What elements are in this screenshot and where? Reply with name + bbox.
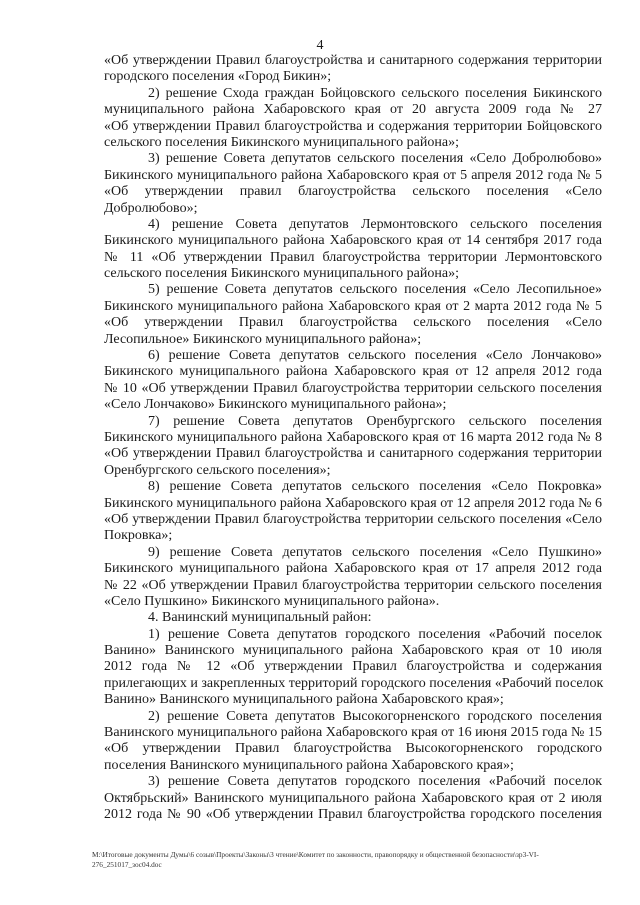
text-line: Бикинского муниципального района Хабаровского края от 2 марта 2012 года № 5 [104, 298, 602, 314]
text-line: 4) решение Совета депутатов Лермонтовского сельского поселения [148, 216, 602, 232]
text-line: «Село Пушкино» Бикинского муниципального района». [104, 593, 440, 609]
footer-path-line: 276_251017_зос04.doc [92, 859, 162, 869]
text-line: № 22 «Об утверждении Правил благоустройства территории сельского поселения [104, 577, 602, 593]
text-line: Оренбургского сельского поселения»; [104, 462, 331, 478]
text-line: «Об утверждении правил благоустройства сельского поселения «Село [104, 184, 602, 200]
section-heading: 4. Ванинский муниципальный район: [148, 610, 372, 626]
file-path-footer [92, 850, 602, 869]
text-line: Ванино» Ванинского муниципального района Хабаровского края от 10 июля [104, 643, 602, 659]
text-line: «Об утверждении Правил благоустройства и санитарного содержания территории [104, 446, 602, 462]
text-line: «Об утверждении Правил благоустройства и содержания территории Бойцовского [104, 118, 602, 134]
text-line: 8) решение Совета депутатов сельского поселения «Село Покровка» [148, 479, 602, 495]
text-line: сельского поселения Бикинского муниципального района»; [104, 134, 459, 150]
text-line: Бикинского муниципального района Хабаровского края от 14 сентября 2017 года [104, 233, 602, 249]
text-line: Бикинского муниципального района Хабаровского края от 17 апреля 2012 года [104, 561, 602, 577]
text-line: Ванинского муниципального района Хабаровского края от 16 июня 2015 года № 15 [104, 725, 602, 741]
text-line: «Об утверждении Правил благоустройства Высокогорненского городского [104, 741, 602, 757]
text-line: 5) решение Совета депутатов сельского поселения «Село Лесопильное» [148, 282, 602, 298]
text-line: 2012 года № 12 «Об утверждении Правил благоустройства и содержания [104, 659, 602, 675]
text-line: Добролюбово»; [104, 200, 198, 216]
text-line: «Об утверждении Правил благоустройства и санитарного содержания территории [104, 53, 602, 68]
text-line: прилегающих и закрепленных территорий городского поселения «Рабочий поселок [104, 675, 604, 691]
text-line: 9) решение Совета депутатов сельского поселения «Село Пушкино» [148, 544, 602, 560]
text-line: Бикинского муниципального района Хабаровского края от 16 марта 2012 года № 8 [104, 429, 602, 445]
text-line: Октябрьский» Ванинского муниципального района Хабаровского края от 2 июля [104, 790, 602, 806]
text-line: муниципального района Хабаровского края от 20 августа 2009 года № 27 [104, 102, 602, 118]
text-line: № 11 «Об утверждении Правил благоустройства территории Лермонтовского [104, 249, 602, 265]
text-line: № 10 «Об утверждении Правил благоустройства территории сельского поселения [104, 380, 602, 396]
text-line: «Об утверждении Правил благоустройства территории сельского поселения «Село [104, 511, 602, 527]
text-line: 3) решение Совета депутатов городского поселения «Рабочий поселок [148, 774, 602, 790]
text-line: городского поселения «Город Бикин»; [104, 69, 332, 85]
document-body [104, 53, 602, 823]
text-line: 2012 года № 90 «Об утверждении Правил благоустройства городского поселения [104, 806, 602, 822]
text-line: Бикинского муниципального района Хабаровского края от 12 апреля 2012 года [104, 364, 602, 380]
text-line: 7) решение Совета депутатов Оренбургского сельского поселения [148, 413, 602, 429]
text-line: поселения Ванинского муниципального района Хабаровского края»; [104, 757, 514, 773]
footer-path-line: M:\Итоговые документы Думы\6 созыв\Проекты\Законы\3 чтение\Комитет по законности, правопорядку и общественной безопасности\зр3-VI- [92, 850, 539, 859]
text-line: 6) решение Совета депутатов сельского поселения «Село Лончаково» [148, 348, 602, 364]
text-line: 2) решение Схода граждан Бойцовского сельского поселения Бикинского [148, 85, 602, 101]
text-line: Бикинского муниципального района Хабаровского края от 12 апреля 2012 года № 6 [104, 495, 602, 511]
text-line: Бикинского муниципального района Хабаровского края от 5 апреля 2012 года № 5 [104, 167, 602, 183]
page-number: 4 [316, 38, 324, 53]
text-line: Покровка»; [104, 528, 173, 544]
text-line: «Село Лончаково» Бикинского муниципального района»; [104, 397, 447, 413]
text-line: Лесопильное» Бикинского муниципального района»; [104, 331, 422, 347]
text-line: 1) решение Совета депутатов городского поселения «Рабочий поселок [148, 626, 602, 642]
text-line: 2) решение Совета депутатов Высокогорненского городского поселения [148, 708, 602, 724]
text-line: «Об утверждении Правил благоустройства сельского поселения «Село [104, 315, 602, 331]
text-line: сельского поселения Бикинского муниципального района»; [104, 266, 459, 282]
text-line: 3) решение Совета депутатов сельского поселения «Село Добролюбово» [148, 151, 602, 167]
text-line: Ванино» Ванинского муниципального района Хабаровского края»; [104, 692, 504, 708]
